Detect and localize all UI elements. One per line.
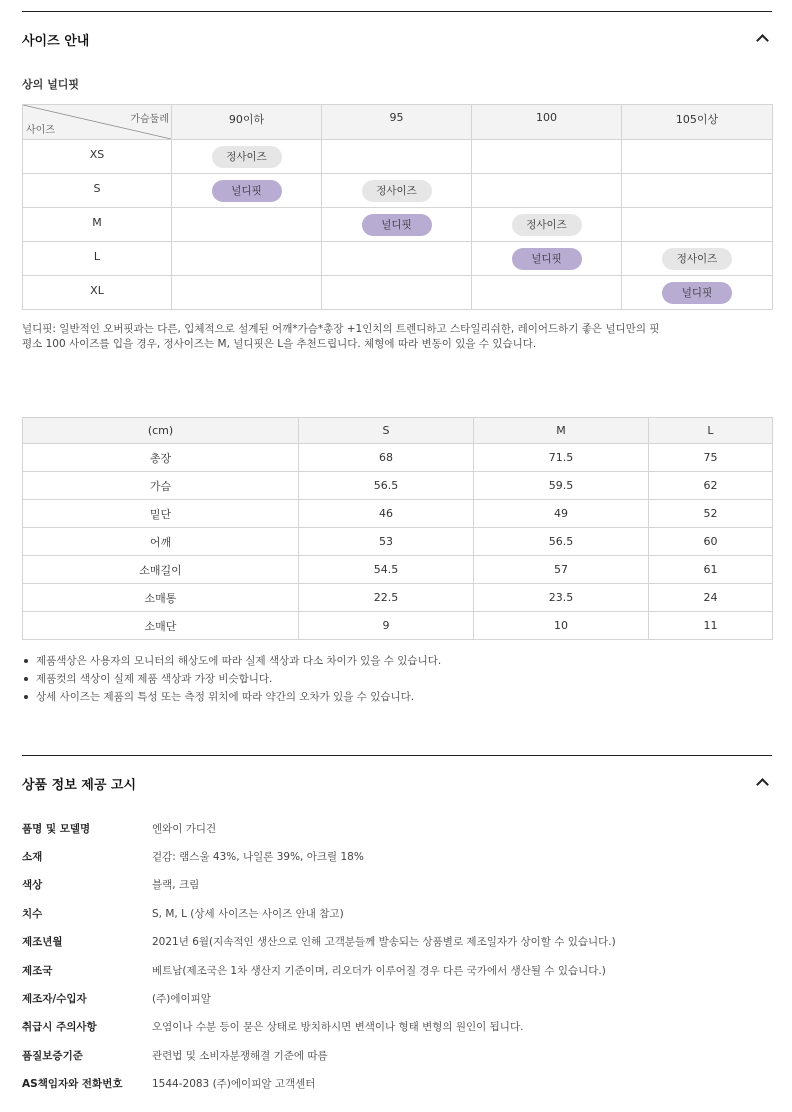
section-divider [22,755,772,756]
fit-cell [322,242,472,276]
chevron-up-icon[interactable] [754,30,772,48]
measure-value: 9 [299,612,474,640]
chest-column-header: 90이하 [172,105,322,140]
fit-cell [622,140,773,174]
loose-fit-badge: 널디핏 [512,248,582,270]
chest-column-header: 100 [472,105,622,140]
table-row [23,174,773,208]
measurement-table [22,417,773,640]
fit-cell [472,140,622,174]
list-item: 제품색상은 사용자의 모니터의 해상도에 따라 실제 색상과 다소 차이가 있을 수 있습니다. [22,652,772,670]
measure-value: 24 [649,584,773,612]
measure-value: 57 [474,556,649,584]
fit-cell [172,140,322,174]
size-column-header: L [649,418,773,444]
regular-fit-badge: 정사이즈 [512,214,582,236]
size-guide-header[interactable] [22,24,772,54]
table-row [23,584,773,612]
measure-value: 53 [299,528,474,556]
table-row [23,500,773,528]
table-row [23,140,773,174]
info-label: AS책임자와 전화번호 [22,1078,123,1091]
table-row [23,556,773,584]
info-value: 2021년 6월(지속적인 생산으로 인해 고객분들께 발송되는 상품별로 제조일자가 상이할 수 있습니다.) [152,936,616,949]
info-row [22,899,772,927]
measure-value: 71.5 [474,444,649,472]
info-value: 오염이나 수분 등이 묻은 상태로 방치하시면 변색이나 형태 변형의 원인이 됩니다. [152,1021,524,1034]
measure-value: 56.5 [299,472,474,500]
regular-fit-badge: 정사이즈 [662,248,732,270]
info-label: 품명 및 모델명 [22,822,91,835]
fit-cell [622,242,773,276]
info-label: 색상 [22,879,43,892]
info-value: 1544-2083 (주)에이피알 고객센터 [152,1078,316,1091]
measure-value: 62 [649,472,773,500]
measure-name: 소매단 [23,612,299,640]
measure-value: 10 [474,612,649,640]
table-row [23,444,773,472]
measure-value: 49 [474,500,649,528]
fit-cell [322,174,472,208]
fit-note [22,322,772,352]
info-value: 관련법 및 소비자분쟁해결 기준에 따름 [152,1049,328,1062]
unit-header: (cm) [23,418,299,444]
measure-value: 61 [649,556,773,584]
info-row [22,956,772,984]
measure-name: 밑단 [23,500,299,528]
info-label: 품질보증기준 [22,1049,83,1062]
fit-subtitle: 상의 널디핏 [22,78,79,91]
info-value: (주)에이피알 [152,993,211,1006]
info-row [22,1070,772,1098]
info-label: 제조년월 [22,936,63,949]
chest-column-header: 95 [322,105,472,140]
regular-fit-badge: 정사이즈 [362,180,432,202]
notice-list [22,652,772,706]
fit-note-line: 널디핏: 일반적인 오버핏과는 다른, 입체적으로 설계된 어깨*가슴*총장 +1인치의 트렌디하고 스타일리쉬한, 레이어드하기 좋은 널디만의 핏 [22,323,660,335]
table-row [23,612,773,640]
size-label: XL [23,276,172,310]
measure-value: 52 [649,500,773,528]
loose-fit-badge: 널디핏 [212,180,282,202]
fit-table [22,104,773,310]
info-value: 블랙, 크림 [152,879,200,892]
measure-value: 56.5 [474,528,649,556]
size-guide-title: 사이즈 안내 [22,33,90,49]
fit-table-corner [23,105,172,140]
chest-column-header: 105이상 [622,105,773,140]
info-label: 제조국 [22,964,53,977]
measure-value: 11 [649,612,773,640]
measure-name: 소매통 [23,584,299,612]
fit-cell [472,174,622,208]
info-label: 소재 [22,851,43,864]
info-value: S, M, L (상세 사이즈는 사이즈 안내 참고) [152,907,344,920]
measure-name: 총장 [23,444,299,472]
measure-name: 가슴 [23,472,299,500]
info-row [22,1041,772,1069]
size-column-header: M [474,418,649,444]
product-info-title: 상품 정보 제공 고시 [22,777,137,793]
measure-value: 54.5 [299,556,474,584]
fit-cell [172,242,322,276]
table-row [23,472,773,500]
info-label: 취급시 주의사항 [22,1021,97,1034]
table-row [23,242,773,276]
fit-cell [172,208,322,242]
product-info-header[interactable] [22,768,772,798]
fit-cell [472,242,622,276]
info-row [22,928,772,956]
measure-value: 60 [649,528,773,556]
corner-size-label: 사이즈 [26,125,55,136]
fit-cell [322,140,472,174]
size-label: S [23,174,172,208]
measure-value: 68 [299,444,474,472]
list-item: 상세 사이즈는 제품의 특성 또는 측정 위치에 따라 약간의 오차가 있을 수 있습니다. [22,688,772,706]
size-label: L [23,242,172,276]
info-value: 겉감: 램스울 43%, 나일론 39%, 아크릴 18% [152,851,364,864]
info-label: 제조자/수입자 [22,993,87,1006]
fit-note-line: 평소 100 사이즈를 입을 경우, 정사이즈는 M, 널디핏은 L을 추천드립니다. 체형에 따라 변동이 있을 수 있습니다. [22,338,537,350]
measure-name: 소매길이 [23,556,299,584]
fit-cell [622,174,773,208]
fit-cell [622,276,773,310]
table-row [23,528,773,556]
measure-value: 59.5 [474,472,649,500]
info-row [22,1013,772,1041]
size-column-header: S [299,418,474,444]
measure-name: 어깨 [23,528,299,556]
info-value: 엔와이 가디건 [152,822,217,835]
info-label: 치수 [22,907,43,920]
fit-cell [172,276,322,310]
table-row [23,276,773,310]
loose-fit-badge: 널디핏 [662,282,732,304]
fit-cell [622,208,773,242]
fit-cell [472,208,622,242]
product-info-list [22,814,772,1098]
corner-chest-label: 가슴둘레 [130,114,169,125]
fit-cell [172,174,322,208]
section-divider [22,11,772,12]
info-row [22,984,772,1012]
chevron-up-icon[interactable] [754,774,772,792]
regular-fit-badge: 정사이즈 [212,146,282,168]
info-row [22,842,772,870]
size-label: M [23,208,172,242]
table-row [23,208,773,242]
fit-cell [322,276,472,310]
info-row [22,814,772,842]
fit-cell [472,276,622,310]
info-value: 베트남(제조국은 1차 생산지 기준이며, 리오더가 이루어질 경우 다른 국가에서 생산될 수 있습니다.) [152,964,606,977]
measure-value: 46 [299,500,474,528]
info-row [22,871,772,899]
measure-value: 23.5 [474,584,649,612]
measure-value: 75 [649,444,773,472]
list-item: 제품컷의 색상이 실제 제품 색상과 가장 비슷합니다. [22,670,772,688]
size-label: XS [23,140,172,174]
loose-fit-badge: 널디핏 [362,214,432,236]
fit-cell [322,208,472,242]
measure-value: 22.5 [299,584,474,612]
